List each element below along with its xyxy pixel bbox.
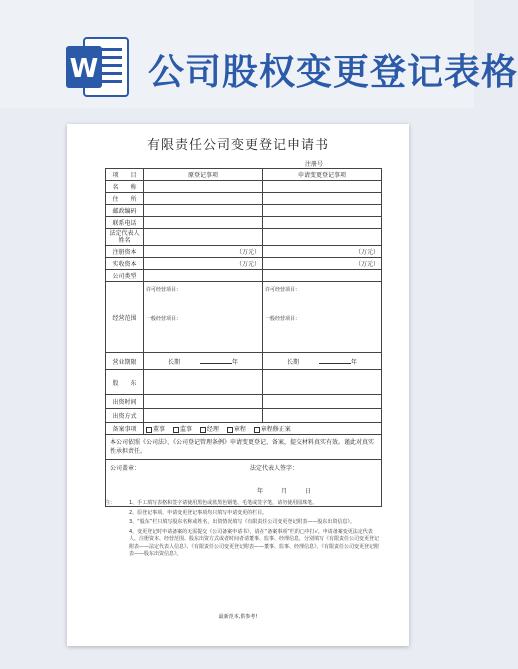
original-company-type-field[interactable]: [144, 270, 263, 282]
checkbox-icon[interactable]: [254, 427, 260, 433]
requested-address-field[interactable]: [263, 193, 382, 205]
document-title: 有限责任公司变更登记申请书: [146, 138, 329, 153]
original-contrib-method-field[interactable]: [144, 409, 263, 423]
table-row: [106, 370, 382, 395]
table-row: [106, 181, 382, 193]
application-form-table: [105, 168, 382, 507]
row-label-contrib-time: 出资时间: [106, 395, 144, 409]
row-label-postal: 邮政编码: [106, 205, 144, 217]
legal-rep-signature-label: 法定代表人签字：: [250, 465, 299, 472]
registration-number-label: 注册号: [305, 161, 324, 168]
requested-shareholders-field[interactable]: [263, 370, 382, 395]
company-seal-label: 公司盖章：: [110, 465, 141, 472]
original-term-long: 长期: [168, 358, 181, 366]
note-item: 2、原登记事项、申请变更登记事项均只填写申请变更的栏目。: [129, 509, 268, 516]
row-label-legal-rep: 法定代表人姓名: [106, 229, 144, 246]
requested-term-year: 年: [350, 358, 357, 366]
original-phone-field[interactable]: [144, 217, 263, 229]
checkbox-icon[interactable]: [173, 427, 179, 433]
row-label-record: 备案事项: [106, 423, 144, 435]
notes-section: [105, 500, 381, 561]
original-licensed-label: 许可经营项目：: [146, 287, 182, 293]
table-row: [106, 229, 382, 246]
table-row: [106, 423, 382, 435]
row-label-company-type: 公司类型: [106, 270, 144, 282]
original-scope-field[interactable]: [144, 282, 263, 353]
table-row: [106, 169, 382, 181]
table-row: [106, 409, 382, 423]
note-item: 4、变更登记时申请备案的无需提交《公司备案申请书》，请在“备案事项”栏的□中打√。申请备案变更法定代表人、注册资本、经营范围、股东出资方式或者时间者请董事、监事、经理信息，分别填写《有限责任公司变更登记附表——法定代表人信息》、《有限责任公司变更登记附表——董事、监事、经理信息》、《有限责任公司变更登记附表——股东出资信息》。: [129, 528, 380, 557]
header-item: 项 目: [106, 169, 144, 181]
table-row: [106, 205, 382, 217]
svg-text:W: W: [69, 54, 99, 84]
banner-title: 公司股权变更登记表格: [148, 52, 518, 93]
requested-company-type-field[interactable]: [263, 270, 382, 282]
record-option-manager[interactable]: 经理: [200, 426, 219, 433]
row-label-paid-capital: 实收资本: [106, 258, 144, 270]
row-label-scope: 经营范围: [106, 282, 144, 353]
requested-term-blank[interactable]: [319, 363, 351, 364]
document-page: [67, 124, 409, 646]
checkbox-icon[interactable]: [200, 427, 206, 433]
row-label-phone: 联系电话: [106, 217, 144, 229]
requested-legal-rep-field[interactable]: [263, 229, 382, 246]
table-row: [106, 217, 382, 229]
note-item: 1、手工填写表格和签字请使用黑色或蓝黑色钢笔、毛笔或签字笔，请勿使用圆珠笔。: [129, 500, 318, 506]
requested-licensed-label: 许可经营项目：: [265, 287, 301, 293]
original-term-field[interactable]: [144, 353, 263, 370]
original-reg-capital-unit[interactable]: （万元）: [144, 246, 263, 258]
original-term-year: 年: [231, 358, 238, 366]
note-item: 3、“股东”栏只填写股东名称或姓名，出资情况填写《有限责任公司变更登记附表——股东出资信息》。: [129, 519, 355, 525]
requested-general-label: 一般经营项目：: [265, 316, 301, 322]
word-document-icon: [64, 36, 132, 98]
record-options: [144, 423, 382, 435]
original-address-field[interactable]: [144, 193, 263, 205]
requested-postal-field[interactable]: [263, 205, 382, 217]
table-row: [106, 353, 382, 370]
requested-name-field[interactable]: [263, 181, 382, 193]
requested-scope-field[interactable]: [263, 282, 382, 353]
table-row: [106, 258, 382, 270]
row-label-name: 名 称: [106, 181, 144, 193]
requested-contrib-method-field[interactable]: [263, 409, 382, 423]
requested-reg-capital-unit[interactable]: （万元）: [263, 246, 382, 258]
original-contrib-time-field[interactable]: [144, 395, 263, 409]
row-label-reg-capital: 注册资本: [106, 246, 144, 258]
table-row: [106, 246, 382, 258]
original-legal-rep-field[interactable]: [144, 229, 263, 246]
original-term-blank[interactable]: [200, 363, 232, 364]
table-row: [106, 282, 382, 353]
row-label-shareholders: 股 东: [106, 370, 144, 395]
requested-term-long: 长期: [287, 358, 300, 366]
row-label-term: 营业期限: [106, 353, 144, 370]
table-row: [106, 193, 382, 205]
original-general-label: 一般经营项目：: [146, 316, 182, 322]
checkbox-icon[interactable]: [146, 427, 152, 433]
checkbox-icon[interactable]: [227, 427, 233, 433]
record-option-amendment[interactable]: 章程修正案: [254, 426, 291, 433]
notes-label: 注：: [105, 500, 116, 506]
requested-contrib-time-field[interactable]: [263, 395, 382, 409]
banner: [0, 0, 518, 108]
declaration-text: 本公司依照《公司法》、《公司登记管理条例》申请变更登记、备案，提交材料真实有效。谨此对真实性承担责任。: [106, 435, 382, 460]
table-row: [106, 395, 382, 409]
row-label-address: 住 所: [106, 193, 144, 205]
original-paid-capital-unit[interactable]: （万元）: [144, 258, 263, 270]
footer-note: 最新范本,供参考!: [218, 614, 258, 620]
record-option-director[interactable]: 董事: [146, 426, 165, 433]
table-row: [106, 435, 382, 460]
row-label-contrib-method: 出资方式: [106, 409, 144, 423]
record-option-supervisor[interactable]: 监事: [173, 426, 192, 433]
original-name-field[interactable]: [144, 181, 263, 193]
requested-term-field[interactable]: [263, 353, 382, 370]
header-requested: 申请变更登记事项: [263, 169, 382, 181]
requested-phone-field[interactable]: [263, 217, 382, 229]
requested-paid-capital-unit[interactable]: （万元）: [263, 258, 382, 270]
original-postal-field[interactable]: [144, 205, 263, 217]
record-option-articles[interactable]: 章程: [227, 426, 246, 433]
header-original: 原登记事项: [144, 169, 263, 181]
original-shareholders-field[interactable]: [144, 370, 263, 395]
table-row: [106, 270, 382, 282]
signature-date: 年 月 日: [256, 488, 317, 495]
